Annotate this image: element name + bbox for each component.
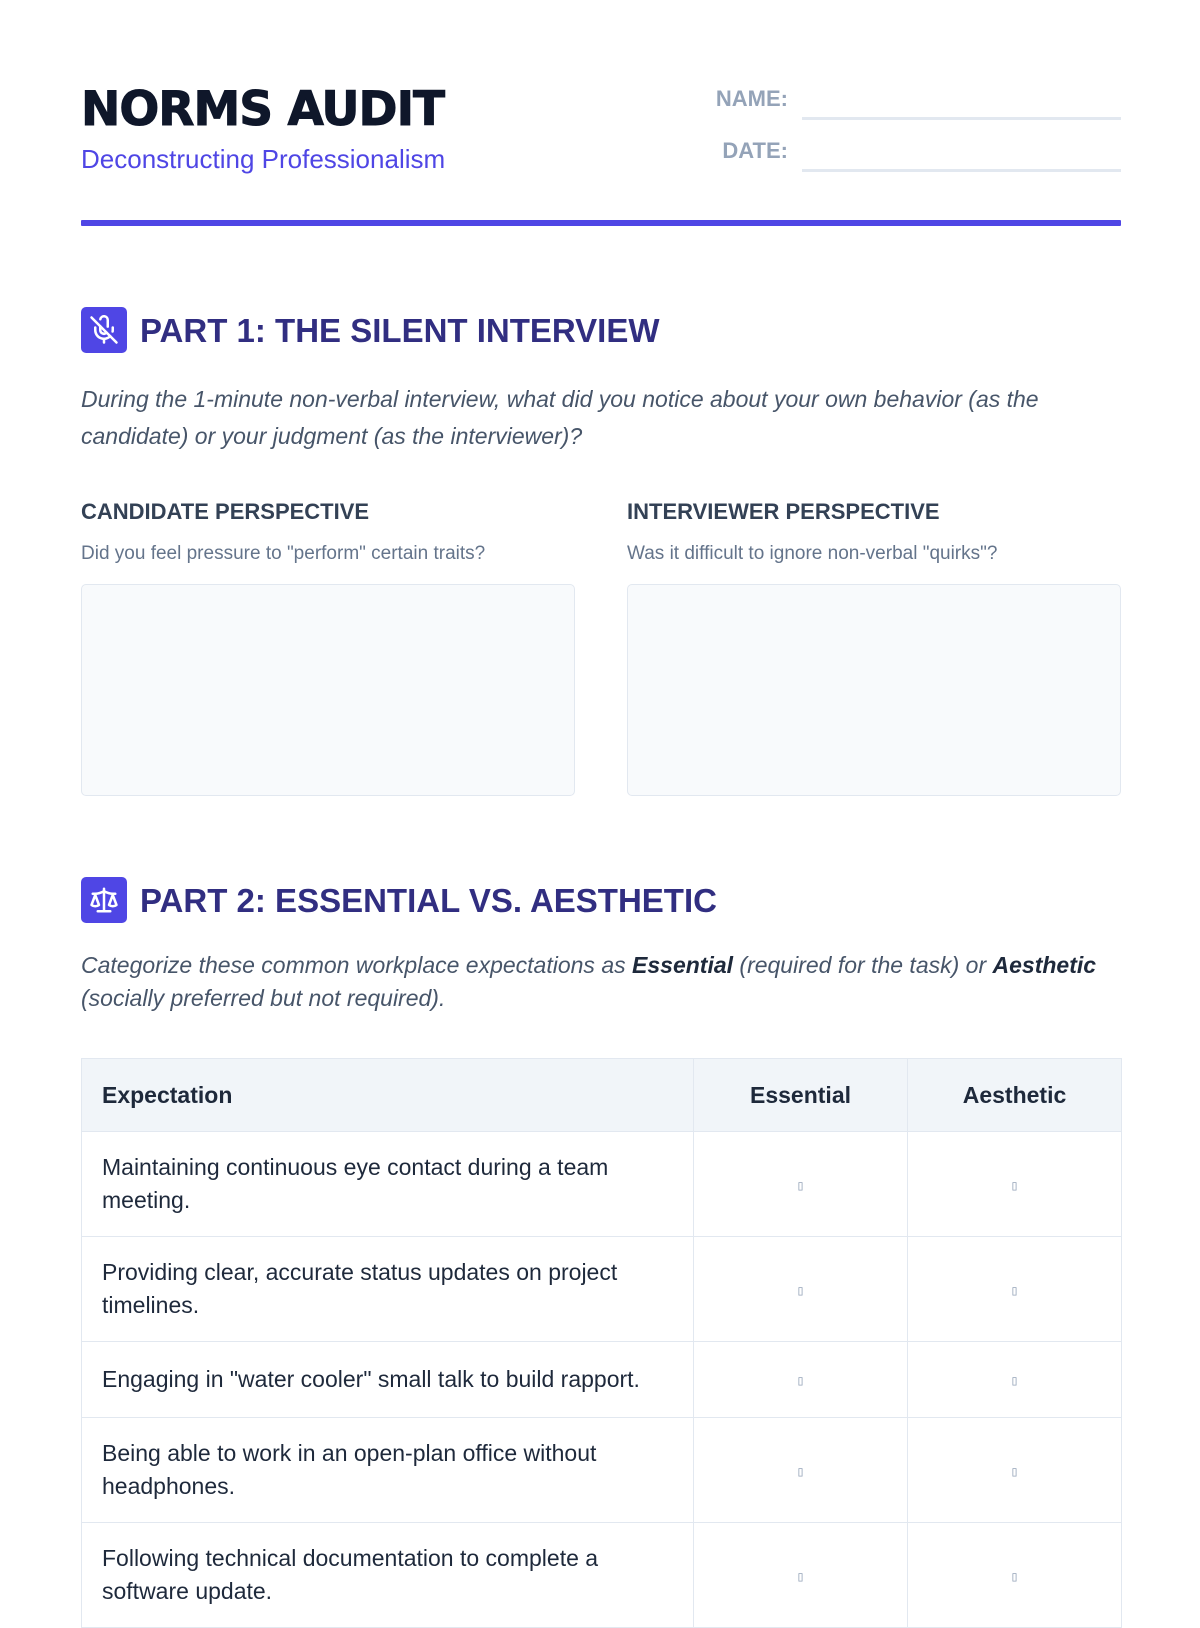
expectations-table-wrap — [81, 1058, 1121, 1628]
header-divider — [81, 220, 1121, 226]
name-field[interactable] — [802, 117, 1121, 120]
date-label: DATE: — [722, 138, 788, 163]
part2-instructions-pre: Categorize these common workplace expectations as — [81, 952, 633, 978]
essential-checkbox-cell[interactable] — [694, 1237, 908, 1342]
part2-title: PART 2: ESSENTIAL VS. AESTHETIC — [140, 882, 717, 919]
aesthetic-checkbox[interactable]: ▯ — [1010, 1373, 1019, 1389]
candidate-answer-box[interactable] — [81, 584, 575, 796]
date-row — [701, 132, 1121, 172]
aesthetic-checkbox[interactable]: ▯ — [1010, 1282, 1019, 1299]
aesthetic-checkbox-cell[interactable] — [908, 1523, 1122, 1628]
expectations-table — [81, 1058, 1122, 1628]
table-row — [82, 1342, 1122, 1418]
aesthetic-checkbox[interactable]: ▯ — [1010, 1177, 1019, 1194]
aesthetic-checkbox-cell[interactable] — [908, 1237, 1122, 1342]
essential-checkbox[interactable]: ▯ — [796, 1568, 805, 1585]
column-header-expectation: Expectation — [82, 1059, 694, 1132]
essential-term: Essential — [632, 952, 734, 978]
expectation-cell: Following technical documentation to complete a software update. — [82, 1523, 694, 1628]
page-subtitle: Deconstructing Professionalism — [81, 144, 446, 174]
column-header-essential: Essential — [694, 1059, 908, 1132]
candidate-label: CANDIDATE PERSPECTIVE — [81, 499, 370, 524]
table-row — [82, 1418, 1122, 1523]
mic-off-icon — [81, 307, 127, 353]
aesthetic-term: Aesthetic — [992, 952, 1097, 978]
essential-checkbox[interactable]: ▯ — [796, 1463, 805, 1480]
interviewer-label: INTERVIEWER PERSPECTIVE — [627, 499, 940, 524]
aesthetic-checkbox[interactable]: ▯ — [1010, 1463, 1019, 1480]
interviewer-answer-box[interactable] — [627, 584, 1121, 796]
worksheet-page — [81, 0, 1121, 1604]
part1-title: PART 1: THE SILENT INTERVIEW — [140, 312, 660, 349]
aesthetic-checkbox-cell[interactable] — [908, 1132, 1122, 1237]
expectation-cell: Maintaining continuous eye contact during a team meeting. — [82, 1132, 694, 1237]
table-header-row — [82, 1059, 1122, 1132]
essential-checkbox-cell[interactable] — [694, 1418, 908, 1523]
worksheet-header — [81, 80, 1121, 226]
table-row — [82, 1237, 1122, 1342]
page-title: NORMS AUDIT — [81, 82, 445, 137]
date-field[interactable] — [802, 169, 1121, 172]
candidate-hint: Did you feel pressure to "perform" certain traits? — [81, 543, 486, 564]
aesthetic-checkbox[interactable]: ▯ — [1010, 1568, 1019, 1585]
column-header-aesthetic: Aesthetic — [908, 1059, 1122, 1132]
essential-checkbox-cell[interactable] — [694, 1132, 908, 1237]
expectation-cell: Engaging in "water cooler" small talk to build rapport. — [82, 1342, 694, 1418]
expectation-cell: Being able to work in an open-plan office without headphones. — [82, 1418, 694, 1523]
part2-instructions — [81, 949, 1121, 1015]
part1-instructions: During the 1-minute non-verbal interview, what did you notice about your own behavior (as the candidate) or your judgment (as the interviewer)? — [81, 386, 1039, 449]
essential-checkbox[interactable]: ▯ — [796, 1177, 805, 1194]
expectation-cell: Providing clear, accurate status updates on project timelines. — [82, 1237, 694, 1342]
name-label: NAME: — [715, 86, 788, 111]
scale-icon — [81, 877, 127, 923]
aesthetic-checkbox-cell[interactable] — [908, 1342, 1122, 1418]
part2-instructions-post: (socially preferred but not required). — [81, 985, 446, 1011]
essential-checkbox[interactable]: ▯ — [796, 1282, 805, 1299]
part2-instructions-mid: (required for the task) or — [733, 952, 993, 978]
part2-heading — [81, 877, 1121, 925]
essential-checkbox-cell[interactable] — [694, 1342, 908, 1418]
essential-checkbox-cell[interactable] — [694, 1523, 908, 1628]
part1-heading — [81, 307, 1121, 355]
aesthetic-checkbox-cell[interactable] — [908, 1418, 1122, 1523]
table-row — [82, 1132, 1122, 1237]
table-row — [82, 1523, 1122, 1628]
interviewer-hint: Was it difficult to ignore non-verbal "quirks"? — [627, 543, 998, 564]
essential-checkbox[interactable]: ▯ — [796, 1373, 805, 1389]
name-row — [701, 80, 1121, 120]
